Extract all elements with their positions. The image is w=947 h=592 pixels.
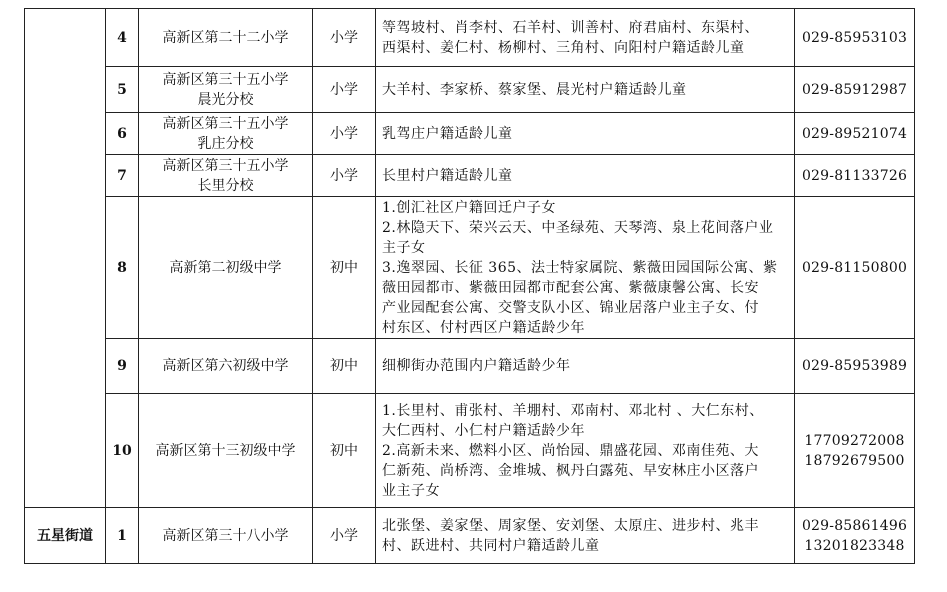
- school-level: 小学: [313, 67, 376, 113]
- row-number: 8: [106, 197, 139, 339]
- contact-phone: 029-85912987: [795, 67, 915, 113]
- enrollment-scope: 细柳街办范围内户籍适龄少年: [376, 339, 795, 394]
- table-row: [25, 339, 915, 394]
- enrollment-scope: 大羊村、李家桥、蔡家堡、晨光村户籍适龄儿童: [376, 67, 795, 113]
- school-name: 高新区第二十二小学: [139, 9, 313, 67]
- enrollment-scope: 长里村户籍适龄儿童: [376, 155, 795, 197]
- row-number: 7: [106, 155, 139, 197]
- school-level: 初中: [313, 339, 376, 394]
- school-name: 高新区第三十五小学 长里分校: [139, 155, 313, 197]
- enrollment-scope: 1.长里村、甫张村、羊堋村、邓南村、邓北村 、大仁东村、 大仁西村、小仁村户籍适龄少年 2.高新未来、燃料小区、尚怡园、鼎盛花园、邓南佳苑、大 仁新苑、尚桥湾、金堆城、枫丹白露苑、早安林庄小区落户 业主子女: [376, 394, 795, 508]
- enrollment-scope: 乳驾庄户籍适龄儿童: [376, 113, 795, 155]
- contact-phone: 029-81133726: [795, 155, 915, 197]
- enrollment-scope: 1.创汇社区户籍回迁户子女 2.林隐天下、荣兴云天、中圣绿苑、天琴湾、泉上花间落户业 主子女 3.逸翠园、长征 365、法士特家属院、紫薇田园国际公寓、紫 薇田园都市、紫薇田园都市配套公寓、紫薇康馨公寓、长安 产业园配套公寓、交警支队小区、锦业居落户业主子女、付 村东区、付村西区户籍适龄少年: [376, 197, 795, 339]
- table-row: [25, 197, 915, 339]
- table-row: [25, 9, 915, 67]
- school-name: 高新区第三十五小学 晨光分校: [139, 67, 313, 113]
- contact-phone: 029-85953103: [795, 9, 915, 67]
- enrollment-scope: 北张堡、姜家堡、周家堡、安刘堡、太原庄、进步村、兆丰 村、跃进村、共同村户籍适龄儿童: [376, 508, 795, 564]
- school-level: 初中: [313, 394, 376, 508]
- school-level: 小学: [313, 508, 376, 564]
- district-cell: 五星街道: [25, 508, 106, 564]
- school-name: 高新区第三十五小学 乳庄分校: [139, 113, 313, 155]
- school-name: 高新区第三十八小学: [139, 508, 313, 564]
- table-row: [25, 113, 915, 155]
- contact-phone: 17709272008 18792679500: [795, 394, 915, 508]
- school-level: 小学: [313, 155, 376, 197]
- enrollment-table: [24, 8, 915, 564]
- row-number: 4: [106, 9, 139, 67]
- school-name: 高新区第十三初级中学: [139, 394, 313, 508]
- row-number: 9: [106, 339, 139, 394]
- school-name: 高新第二初级中学: [139, 197, 313, 339]
- row-number: 6: [106, 113, 139, 155]
- row-number: 10: [106, 394, 139, 508]
- school-level: 初中: [313, 197, 376, 339]
- table-row: [25, 508, 915, 564]
- table-row: [25, 155, 915, 197]
- contact-phone: 029-89521074: [795, 113, 915, 155]
- row-number: 1: [106, 508, 139, 564]
- enrollment-scope: 等驾坡村、肖李村、石羊村、训善村、府君庙村、东渠村、 西渠村、姜仁村、杨柳村、三角村、向阳村户籍适龄儿童: [376, 9, 795, 67]
- contact-phone: 029-85861496 13201823348: [795, 508, 915, 564]
- contact-phone: 029-85953989: [795, 339, 915, 394]
- row-number: 5: [106, 67, 139, 113]
- table-row: [25, 67, 915, 113]
- school-level: 小学: [313, 113, 376, 155]
- contact-phone: 029-81150800: [795, 197, 915, 339]
- table-row: [25, 394, 915, 508]
- school-level: 小学: [313, 9, 376, 67]
- school-name: 高新区第六初级中学: [139, 339, 313, 394]
- district-cell: [25, 9, 106, 508]
